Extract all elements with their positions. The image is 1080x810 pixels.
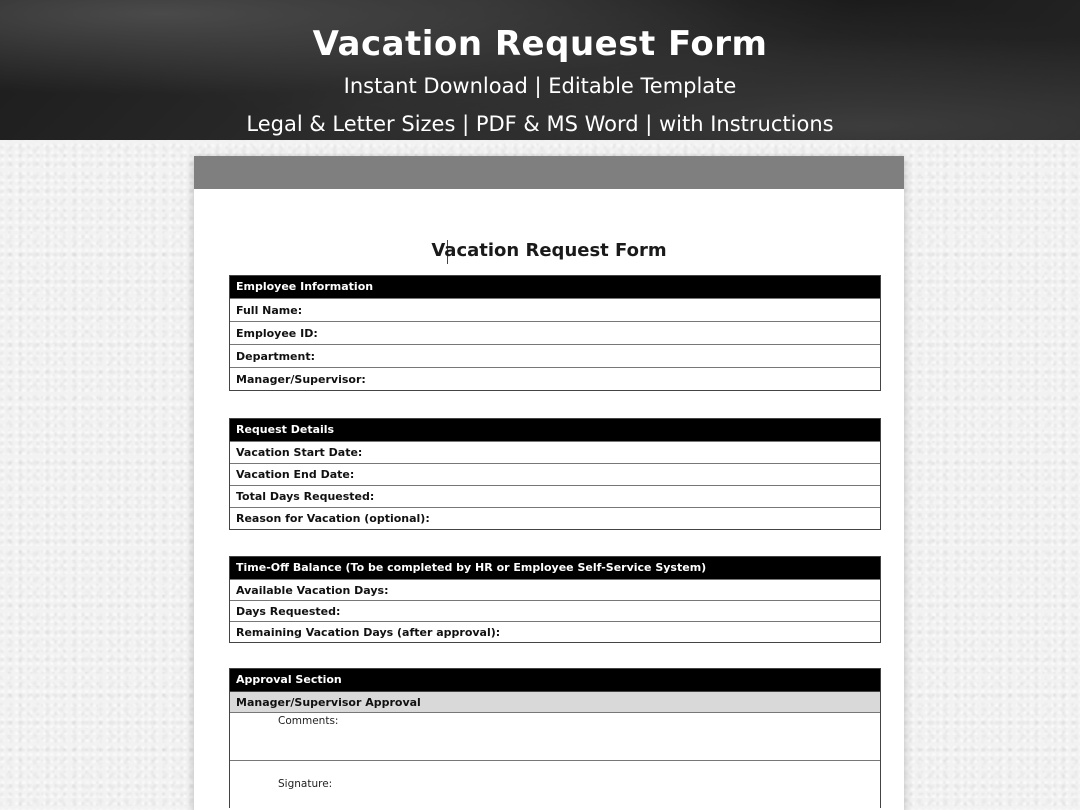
field-reason-for-vacation[interactable]: Reason for Vacation (optional):: [230, 507, 880, 529]
section-approval: [229, 668, 881, 808]
field-days-requested[interactable]: Days Requested:: [230, 600, 880, 621]
signature-label: Signature:: [278, 778, 333, 790]
field-employee-id[interactable]: Employee ID:: [230, 321, 880, 344]
section-time-off-balance: [229, 556, 881, 643]
section-request-details: [229, 418, 881, 530]
field-vacation-end-date[interactable]: Vacation End Date:: [230, 463, 880, 485]
comments-label: Comments:: [278, 715, 339, 727]
field-remaining-vacation-days[interactable]: Remaining Vacation Days (after approval):: [230, 621, 880, 642]
field-vacation-start-date[interactable]: Vacation Start Date:: [230, 441, 880, 463]
field-department[interactable]: Department:: [230, 344, 880, 367]
product-banner: [0, 0, 1080, 140]
section-header: Approval Section: [230, 669, 880, 691]
document-header-bar: [194, 156, 904, 189]
field-total-days-requested[interactable]: Total Days Requested:: [230, 485, 880, 507]
field-manager-supervisor[interactable]: Manager/Supervisor:: [230, 367, 880, 390]
subsection-manager-approval: Manager/Supervisor Approval: [230, 691, 880, 712]
field-full-name[interactable]: Full Name:: [230, 298, 880, 321]
section-header: Employee Information: [230, 276, 880, 298]
banner-subtitle-features: Instant Download | Editable Template: [343, 74, 737, 98]
document-page: [194, 156, 904, 810]
banner-title: Vacation Request Form: [312, 24, 768, 64]
field-available-vacation-days[interactable]: Available Vacation Days:: [230, 579, 880, 600]
document-title[interactable]: Vacation Request Form: [431, 240, 667, 261]
field-comments[interactable]: [230, 712, 880, 760]
field-signature[interactable]: [230, 760, 880, 808]
section-header: Request Details: [230, 419, 880, 441]
banner-subtitle-formats: Legal & Letter Sizes | PDF & MS Word | with Instructions: [246, 112, 834, 136]
section-header: Time-Off Balance (To be completed by HR or Employee Self-Service System): [230, 557, 880, 579]
section-employee-information: [229, 275, 881, 391]
